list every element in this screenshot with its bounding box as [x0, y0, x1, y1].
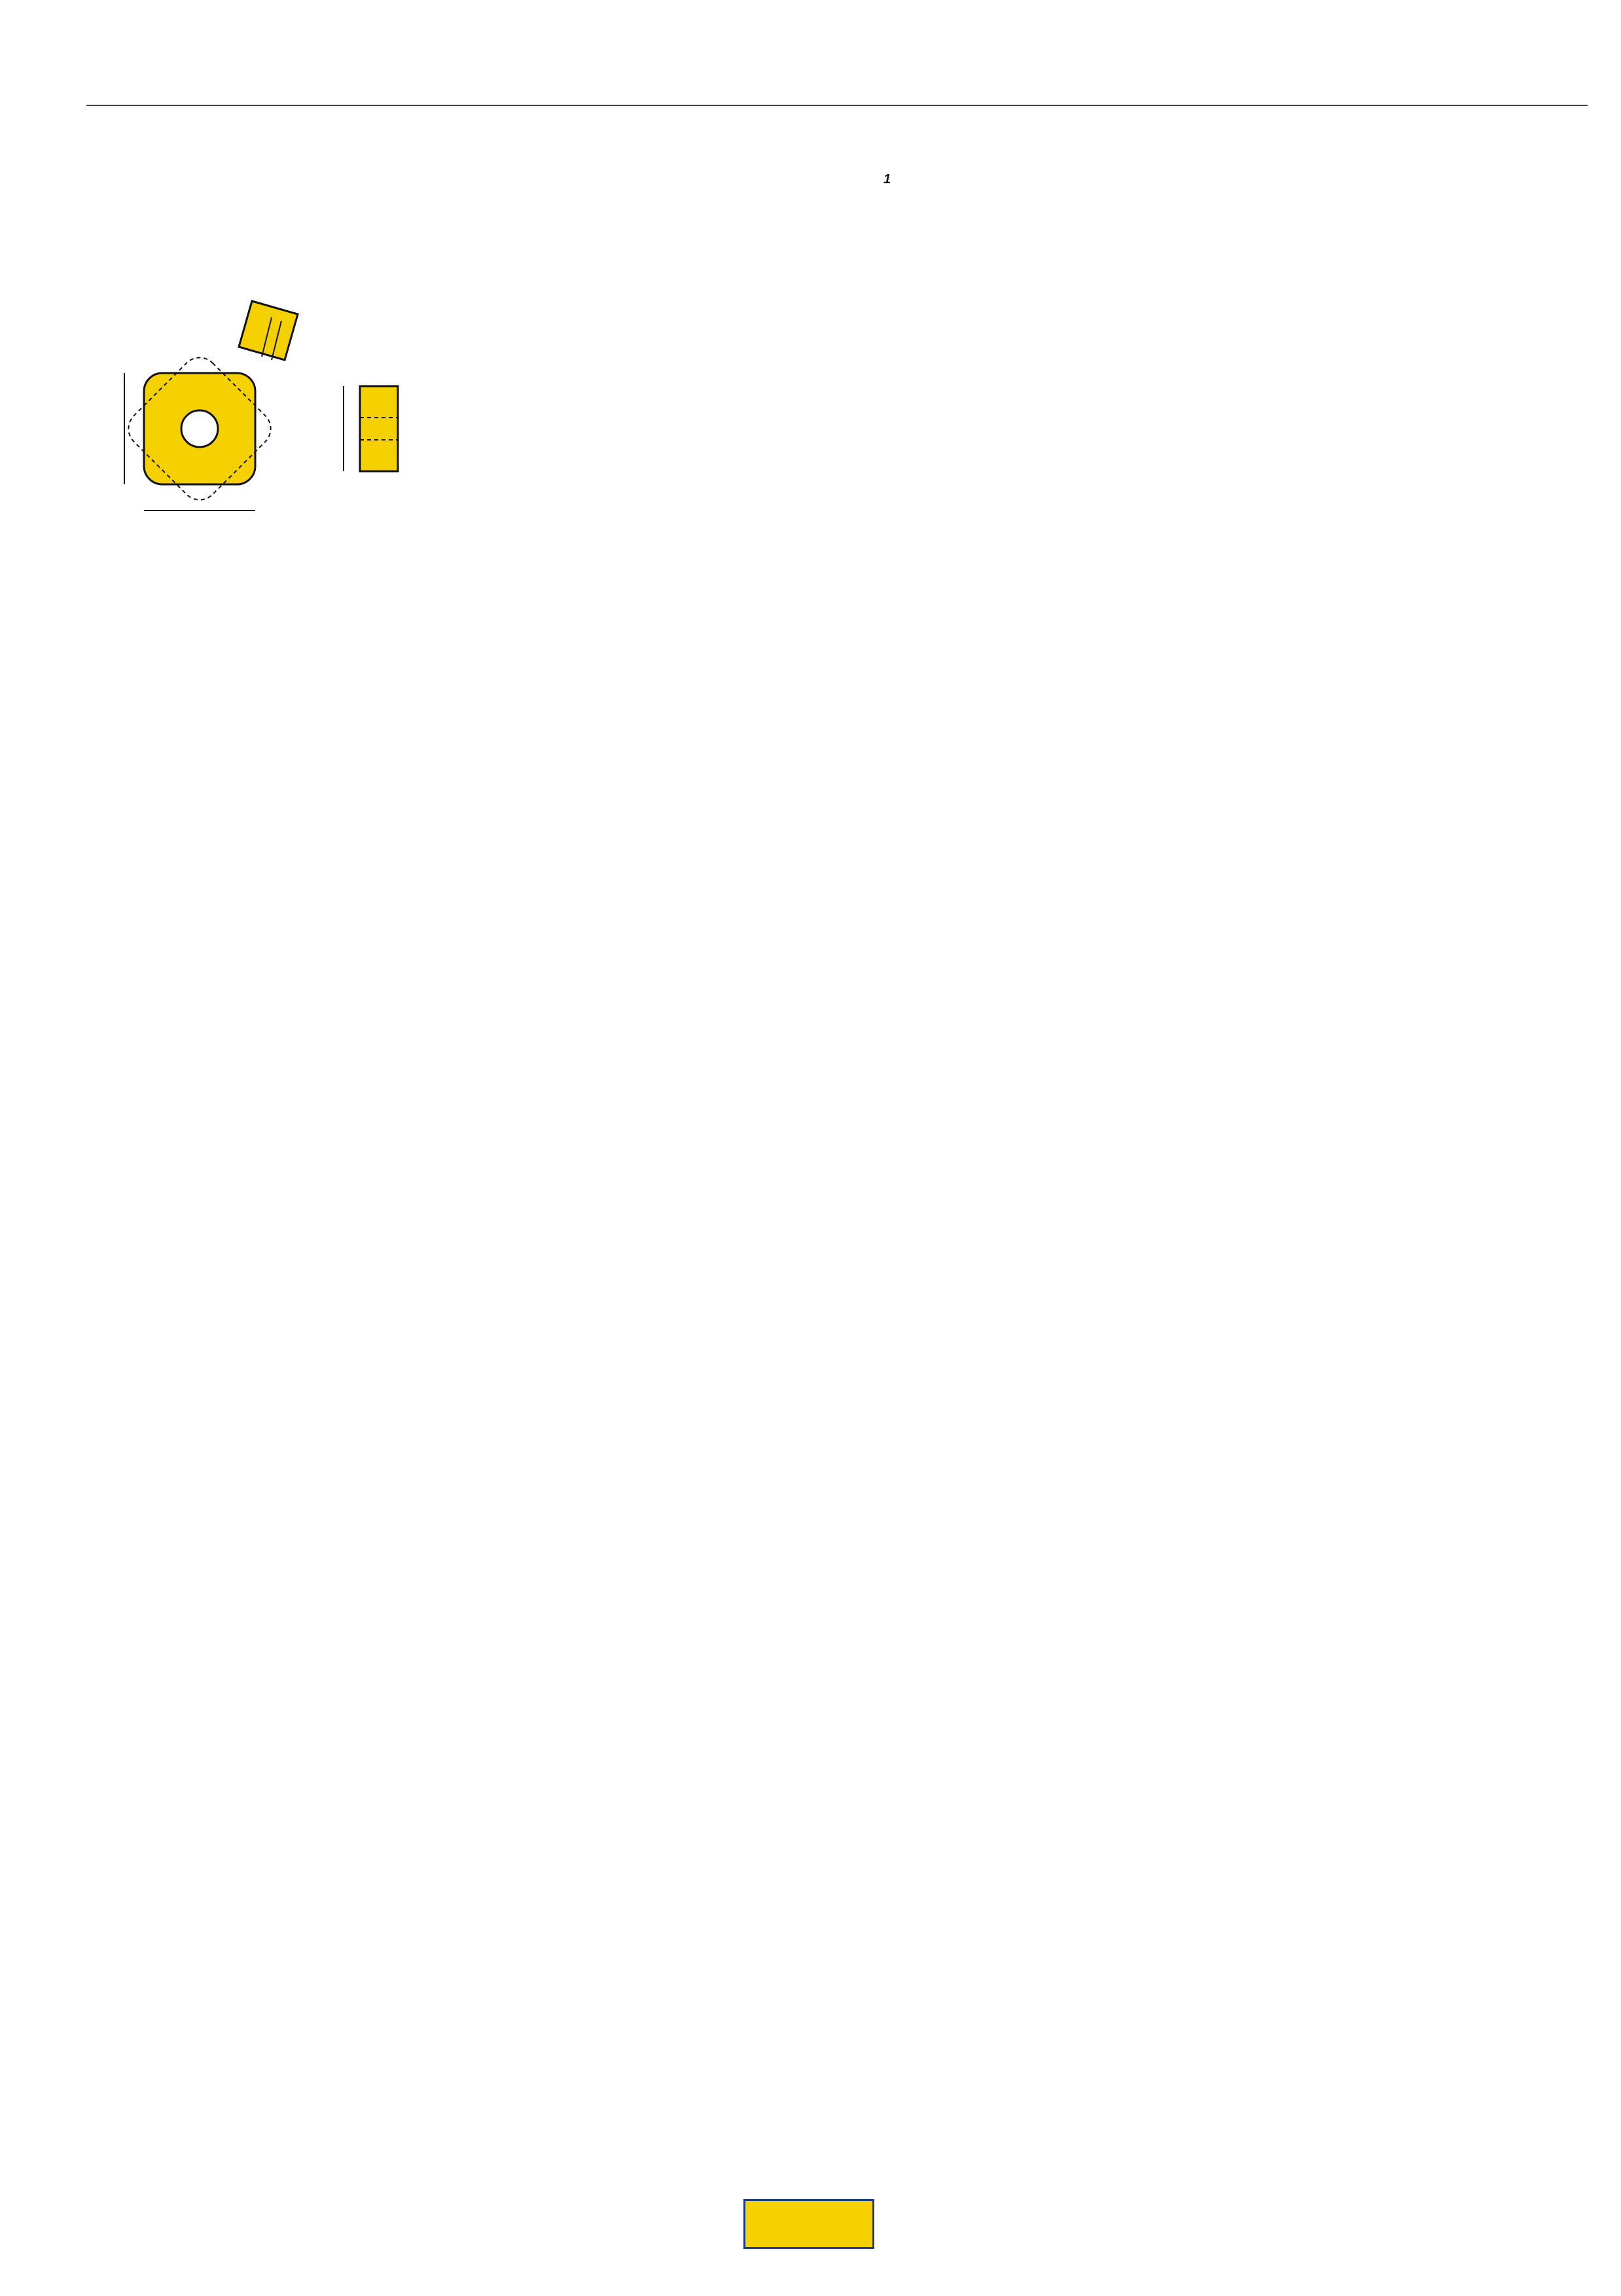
profile-view-insert	[360, 386, 398, 471]
side-view-insert	[239, 301, 298, 360]
insert-diagram	[85, 268, 438, 543]
dims-col-d1: 1	[883, 172, 891, 187]
header-rule	[86, 105, 1588, 106]
sandvik-logo	[743, 2199, 874, 2249]
side-tabs	[0, 0, 59, 2296]
